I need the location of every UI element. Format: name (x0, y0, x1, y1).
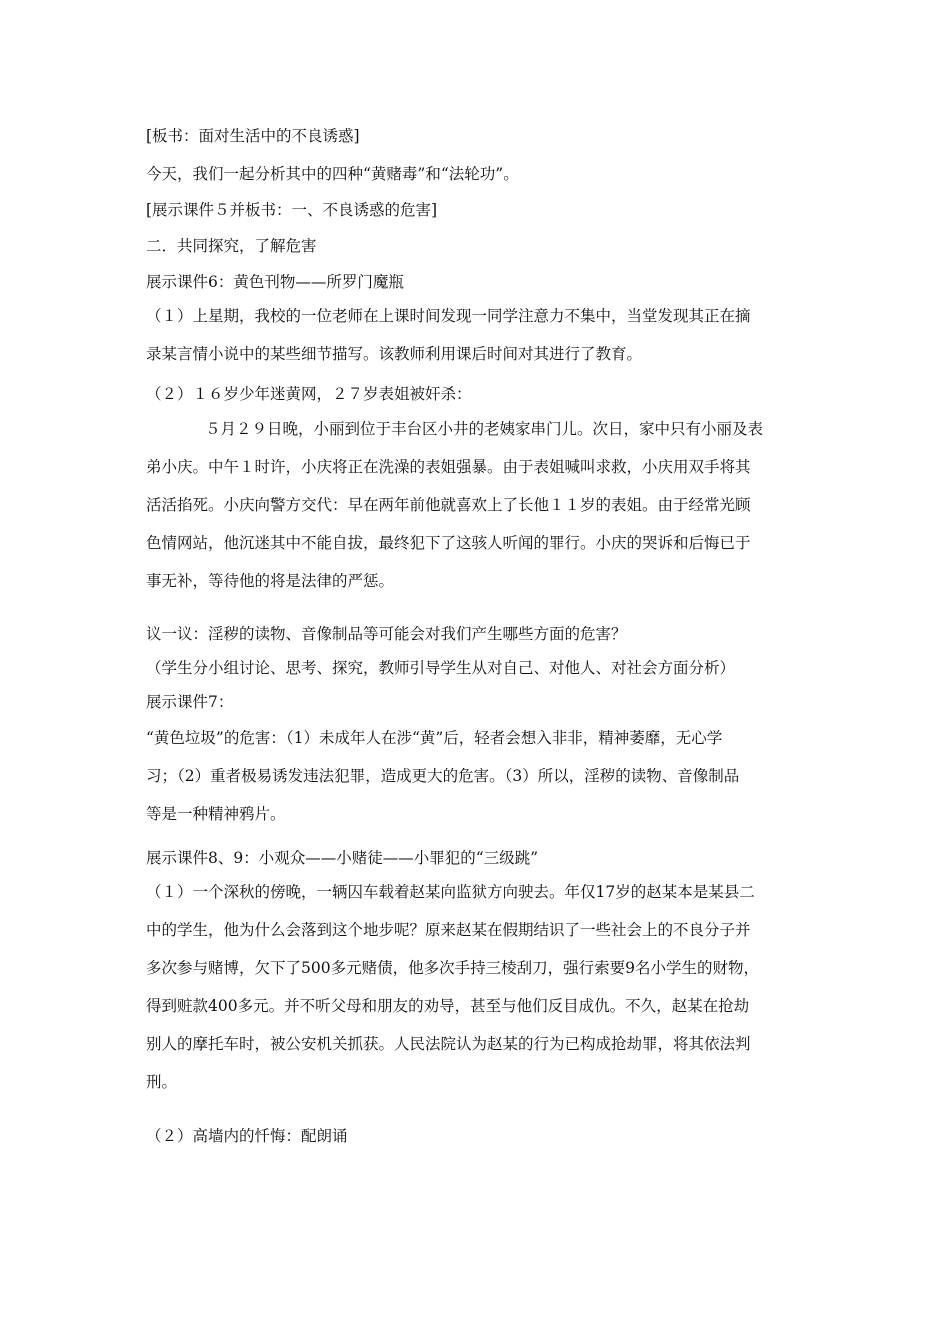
case-1-paragraph (146, 297, 806, 373)
text-line: 多次参与赌博，欠下了500多元赌债，他多次手持三棱刮刀，强行索要9名小学生的财物， (146, 959, 759, 977)
case-4-heading: （２）高墙内的忏悔：配朗诵 (146, 1127, 348, 1145)
section-two-heading: 二．共同探究，了解危害 (146, 237, 317, 255)
text-line: （１）上星期，我校的一位老师在上课时间发现一同学注意力不集中，当堂发现其正在摘 (146, 307, 751, 325)
text-line: 等是一种精神鸦片。 (146, 805, 286, 823)
case-2-paragraph (146, 410, 806, 600)
discussion-instruction: （学生分小组讨论、思考、探究，教师引导学生从对自己、对他人、对社会方面分析） (146, 659, 736, 677)
text-line: 弟小庆。中午１时许，小庆将正在洗澡的表姐强暴。由于表姐喊叫求救，小庆用双手将其 (146, 458, 751, 476)
courseware-6-heading: 展示课件6：黄色刊物——所罗门魔瓶 (146, 273, 404, 291)
text-line: 刑。 (146, 1073, 178, 1091)
text-line: 中的学生，他为什么会落到这个地步呢？原来赵某在假期结识了一些社会上的不良分子并 (146, 921, 751, 939)
discussion-question: 议一议：淫秽的读物、音像制品等可能会对我们产生哪些方面的危害？ (146, 625, 627, 643)
courseware-7-heading: 展示课件7： (146, 693, 234, 711)
case-2-heading: （２）１６岁少年迷黄网，２７岁表姐被奸杀： (146, 385, 472, 403)
text-line: 习；（2）重者极易诱发违法犯罪，造成更大的危害。（3）所以，淫秽的读物、音像制品 (146, 767, 740, 785)
text-line: “黄色垃圾”的危害：（1）未成年人在涉“黄”后，轻者会想入非非，精神萎靡，无心学 (146, 729, 723, 747)
courseware-8-9-heading: 展示课件8、9：小观众——小赌徒——小罪犯的“三级跳” (146, 849, 539, 867)
courseware-5-note: [展示课件５并板书：一、不良诱惑的危害] (146, 201, 438, 219)
harm-paragraph (146, 719, 806, 833)
text-line: 活活掐死。小庆向警方交代：早在两年前他就喜欢上了长他１１岁的表姐。由于经常光顾 (146, 496, 751, 514)
text-line: 录某言情小说中的某些细节描写。该教师利用课后时间对其进行了教育。 (146, 345, 643, 363)
board-note-heading: [板书：面对生活中的不良诱惑] (146, 127, 360, 145)
text-line: 得到赃款400多元。并不听父母和朋友的劝导，甚至与他们反目成仇。不久，赵某在抢劫 (146, 997, 750, 1015)
text-line: （１）一个深秋的傍晚，一辆囚车载着赵某向监狱方向驶去。年仅17岁的赵某本是某县二 (146, 883, 755, 901)
text-line: ５月２９日晚，小丽到位于丰台区小井的老姨家串门儿。次日，家中只有小丽及表 (205, 420, 764, 438)
text-line: 事无补，等待他的将是法律的严惩。 (146, 572, 395, 590)
intro-line: 今天，我们一起分析其中的四种“黄赌毒”和“法轮功”。 (146, 165, 519, 183)
case-3-paragraph (146, 873, 806, 1101)
text-line: 别人的摩托车时，被公安机关抓获。人民法院认为赵某的行为已构成抢劫罪，将其依法判 (146, 1035, 751, 1053)
text-line: 色情网站，他沉迷其中不能自拔，最终犯下了这骇人听闻的罪行。小庆的哭诉和后悔已于 (146, 534, 751, 552)
